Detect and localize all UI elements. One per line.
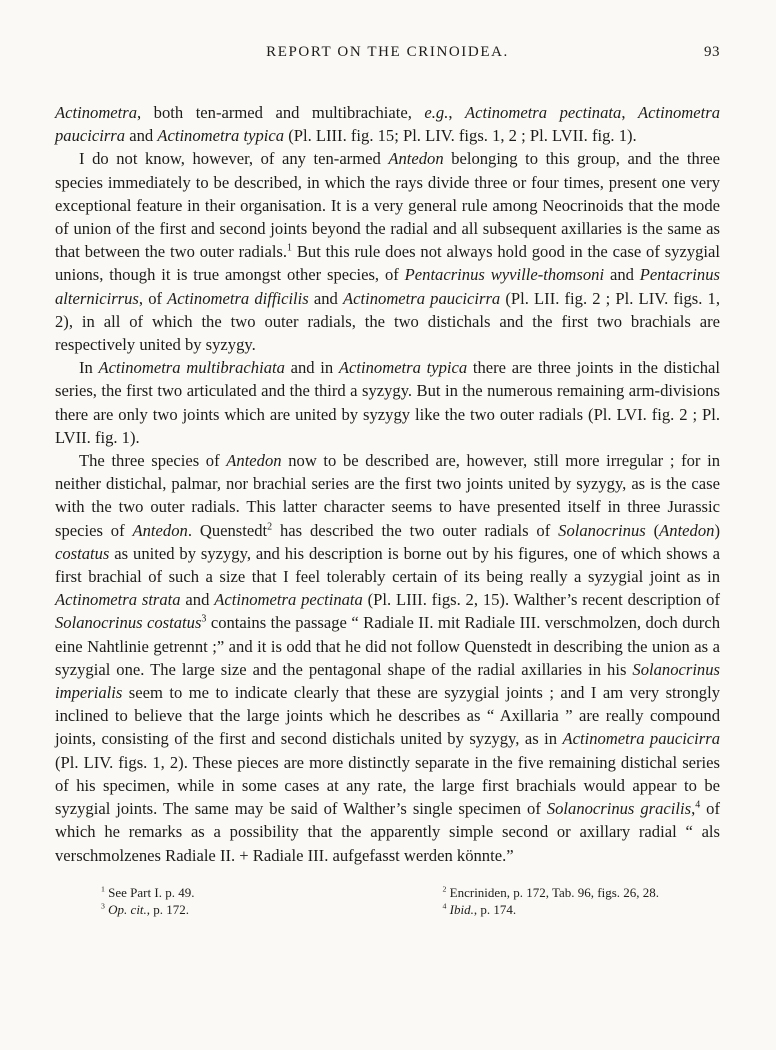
italic-text-run: Actinometra paucicirra xyxy=(343,288,501,308)
text-run: In xyxy=(79,358,99,378)
italic-text-run: Actinometra pectinata xyxy=(214,590,363,610)
italic-text-run: Actinometra strata xyxy=(55,590,181,610)
body-text xyxy=(55,101,720,867)
italic-text-run: Actinometra difficilis xyxy=(167,288,309,308)
italic-text-run: Op. cit. xyxy=(108,902,147,918)
text-run: and in xyxy=(284,358,339,378)
italic-text-run: Solanocrinus gracilis xyxy=(546,799,692,819)
italic-text-run: Antedon xyxy=(226,451,282,471)
text-run: as united by syzygy, and his description is borne out by his figures, one of which shows a first brachial of such a size that I feel tolerably certain of its being really a syzygial joint as in xyxy=(55,543,720,587)
text-run: The three species of xyxy=(79,451,227,471)
text-run: has described the two outer radials of xyxy=(272,520,559,540)
text-run: But this rule does not always hold good in the case of syzygial unions, though it is true amongst other species, of xyxy=(55,242,720,285)
footnote-column-left xyxy=(55,884,388,919)
footnote xyxy=(101,901,388,919)
text-run: , xyxy=(691,799,696,819)
italic-text-run: Actinometra paucicirra xyxy=(55,103,721,146)
italic-text-run: Actinometra xyxy=(55,103,138,122)
footnote-ref: 3 xyxy=(201,613,207,625)
text-run: , xyxy=(448,103,466,122)
text-run: . Quenstedt xyxy=(187,520,268,540)
paragraph xyxy=(55,449,720,867)
text-run: and xyxy=(125,126,158,146)
page-number: 93 xyxy=(704,44,720,60)
footnotes xyxy=(55,884,720,919)
text-run: (Pl. LIII. fig. 15; Pl. LIV. figs. 1, 2 ; Pl. LVII. fig. 1). xyxy=(284,126,637,146)
footnote-ref: 1 xyxy=(287,242,293,254)
footnote-ref: 1 xyxy=(101,884,105,894)
italic-text-run: Antedon xyxy=(132,520,188,540)
footnote-ref: 4 xyxy=(695,799,701,811)
italic-text-run: Solanocrinus imperialis xyxy=(55,659,720,703)
footnote xyxy=(101,884,388,902)
text-run: , of xyxy=(138,288,168,308)
text-run: , p. 174. xyxy=(473,902,517,918)
footnote xyxy=(443,901,721,919)
italic-text-run: e.g. xyxy=(424,103,449,122)
italic-text-run: Pentacrinus wyville-thomsoni xyxy=(404,265,605,285)
footnote-column-right xyxy=(388,884,721,919)
paragraph xyxy=(55,147,720,356)
text-run: See Part I. p. 49. xyxy=(104,884,195,900)
italic-text-run: Antedon xyxy=(388,149,444,169)
italic-text-run: Actinometra typica xyxy=(157,126,285,146)
italic-text-run: Antedon xyxy=(659,520,715,540)
text-run: now to be described are, however, still more irregular ; for in neither distichal, palmar, nor brachial series are the first two joints united by syzygy, as is the case with the two outer radials. This latter character seems to have presented itself in three Jurassic species of xyxy=(55,451,720,540)
text-run: of which he remarks as a possibility that the apparently simple second or axillary radial “ als verschmolzenes Radiale II. + Radiale III. aufgefasst werden könnte.” xyxy=(55,799,720,865)
text-run: ( xyxy=(645,520,660,540)
italic-text-run: costatus xyxy=(55,543,110,563)
footnote-ref: 2 xyxy=(267,521,273,533)
footnote-ref: 3 xyxy=(101,901,105,911)
text-run: I do not know, however, of any ten-armed xyxy=(79,149,389,169)
text-run: and xyxy=(180,590,215,610)
italic-text-run: Pentacrinus alternicirrus xyxy=(55,265,720,308)
paragraph xyxy=(55,356,720,449)
text-run: seem to me to indicate clearly that these are syzygial joints ; and I am very strongly inclined to believe that the large joints which he describes as “ Axillaria ” are really compound joints, consisting of the first and second distichals united by syzygy, as in xyxy=(55,683,720,749)
italic-text-run: Solanocrinus xyxy=(558,520,646,540)
text-run: , xyxy=(621,103,638,122)
running-head xyxy=(55,44,720,61)
text-run: contains the passage “ Radiale II. mit Radiale III. verschmolzen, doch durch eine Nahtlinie getrennt ;” and it is odd that he did not follow Quenstedt in describing the union as a syzygial one. The large size and the pentagonal shape of the radial axillaries in his xyxy=(55,613,720,679)
italic-text-run: Ibid. xyxy=(449,902,474,918)
italic-text-run: Actinometra pectinata xyxy=(465,103,622,122)
text-run: there are three joints in the distichal series, the first two articulated and the third a syzygy. But in the numerous remaining arm-divisions there are only two joints which are united by syzygy like the two outer radials (Pl. LVI. fig. 2 ; Pl. LVII. fig. 1). xyxy=(55,358,720,447)
text-run: (Pl. LIII. figs. 2, 15). Walther’s recent description of xyxy=(362,590,720,610)
text-run: belonging to this group, and the three species immediately to be described, in which the rays divide three or four times, present one very exceptional feature in their organisation. It is a very general rule among Neocrinoids that the mode of union of the first and second joints beyond the radial and all subsequent axillaries is the same as that between the two outer radials. xyxy=(55,149,720,262)
italic-text-run: Actinometra typica xyxy=(338,358,468,378)
footnote-ref: 2 xyxy=(442,884,447,894)
header-title: REPORT ON THE CRINOIDEA. xyxy=(266,44,509,60)
italic-text-run: Actinometra paucicirra xyxy=(562,729,720,749)
italic-text-run: Solanocrinus costatus xyxy=(55,613,202,633)
text-run: , both ten-armed and multibrachiate, xyxy=(137,103,425,122)
paragraph xyxy=(55,101,720,147)
text-run: and xyxy=(308,288,343,308)
text-run: (Pl. LIV. figs. 1, 2). These pieces are more distinctly separate in the five remaining distichal series of his specimen, while in some cases at any rate, the large first brachials would appear to be syzygial joints. The same may be said of Walther’s single specimen of xyxy=(55,752,720,819)
footnote-ref: 4 xyxy=(442,901,447,911)
footnote xyxy=(443,884,721,902)
text-run: and xyxy=(604,265,640,285)
italic-text-run: Actinometra multibrachiata xyxy=(98,358,285,378)
text-run: , p. 172. xyxy=(146,902,190,918)
text-run: ) xyxy=(714,520,720,540)
text-run: Encriniden, p. 172, Tab. 96, figs. 26, 28. xyxy=(446,884,660,900)
text-run: (Pl. LII. fig. 2 ; Pl. LIV. figs. 1, 2), in all of which the two outer radials, the two distichals and the first two brachials are respectively united by syzygy. xyxy=(55,288,720,355)
